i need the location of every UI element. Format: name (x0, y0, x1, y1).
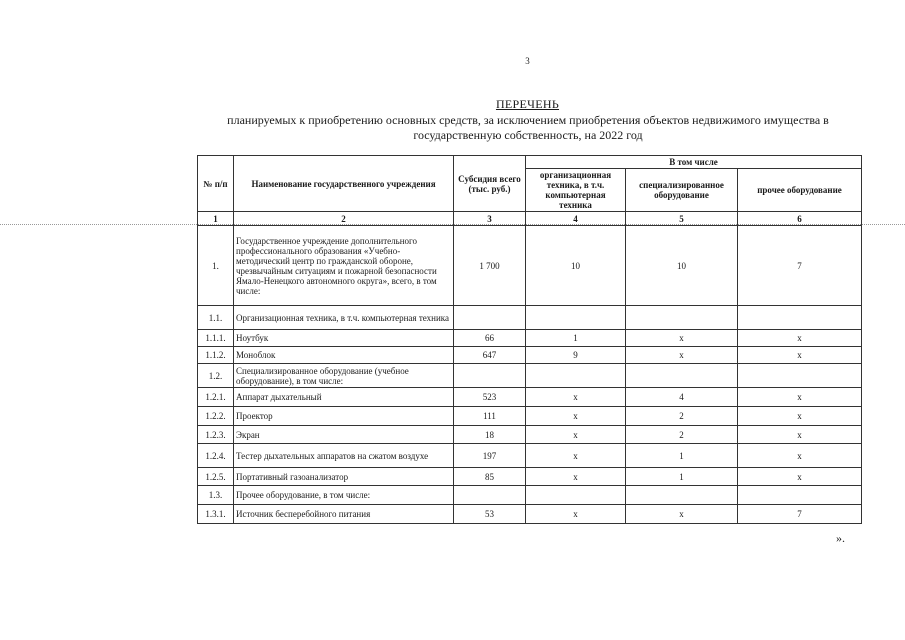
row-name: Экран (234, 426, 454, 444)
row-subsidy (454, 486, 526, 505)
row-special: х (626, 347, 738, 364)
row-name: Тестер дыхательных аппаратов на сжатом воздухе (234, 444, 454, 468)
row-special: 4 (626, 388, 738, 407)
row-org-tech: х (526, 426, 626, 444)
row-name: Специализированное оборудование (учебное оборудование), в том числе: (234, 364, 454, 388)
row-num: 1.2.2. (198, 407, 234, 426)
document-subtitle: планируемых к приобретению основных средств, за исключением приобретения объектов недвижимого имущества в государственную собственность, на 2022 год (227, 113, 829, 142)
row-subsidy (454, 306, 526, 330)
index-cell: 1 (198, 212, 234, 226)
row-other: х (738, 330, 862, 347)
index-cell: 4 (526, 212, 626, 226)
page-number: 3 (525, 56, 530, 66)
table-row (198, 347, 862, 364)
row-num: 1.1.2. (198, 347, 234, 364)
row-num: 1.2.3. (198, 426, 234, 444)
table-row (198, 364, 862, 388)
row-subsidy: 111 (454, 407, 526, 426)
row-special: 2 (626, 426, 738, 444)
row-special: х (626, 505, 738, 524)
row-name: Источник бесперебойного питания (234, 505, 454, 524)
row-org-tech: х (526, 468, 626, 486)
row-name: Прочее оборудование, в том числе: (234, 486, 454, 505)
row-org-tech: х (526, 444, 626, 468)
index-row (198, 212, 862, 226)
table-row (198, 444, 862, 468)
row-name: Аппарат дыхательный (234, 388, 454, 407)
row-name: Ноутбук (234, 330, 454, 347)
row-subsidy: 18 (454, 426, 526, 444)
row-org-tech (526, 486, 626, 505)
table-row (198, 388, 862, 407)
row-name: Портативный газоанализатор (234, 468, 454, 486)
row-special (626, 364, 738, 388)
index-cell: 6 (738, 212, 862, 226)
row-subsidy: 1 700 (454, 226, 526, 306)
row-org-tech: 10 (526, 226, 626, 306)
row-name: Проектор (234, 407, 454, 426)
row-org-tech: х (526, 388, 626, 407)
row-subsidy: 523 (454, 388, 526, 407)
table-row (198, 426, 862, 444)
row-num: 1.2.5. (198, 468, 234, 486)
header-row-1 (198, 156, 862, 169)
row-special (626, 306, 738, 330)
row-other (738, 306, 862, 330)
header-org-tech: организационная техника, в т.ч. компьютерная техника (526, 169, 626, 212)
row-subsidy (454, 364, 526, 388)
row-other: х (738, 444, 862, 468)
row-org-tech (526, 306, 626, 330)
header-num: № п/п (198, 156, 234, 212)
index-cell: 2 (234, 212, 454, 226)
row-org-tech (526, 364, 626, 388)
equipment-table (197, 155, 862, 524)
index-cell: 5 (626, 212, 738, 226)
row-subsidy: 66 (454, 330, 526, 347)
header-other: прочее оборудование (738, 169, 862, 212)
row-subsidy: 647 (454, 347, 526, 364)
header-name: Наименование государственного учреждения (234, 156, 454, 212)
row-special: 1 (626, 468, 738, 486)
table-row (198, 226, 862, 306)
row-other (738, 364, 862, 388)
row-subsidy: 85 (454, 468, 526, 486)
row-num: 1.1. (198, 306, 234, 330)
table-row (198, 306, 862, 330)
header-including: В том числе (526, 156, 862, 169)
closing-quote-mark: ». (836, 531, 845, 545)
row-other: х (738, 407, 862, 426)
row-other: 7 (738, 505, 862, 524)
row-org-tech: х (526, 505, 626, 524)
row-num: 1. (198, 226, 234, 306)
row-special: 1 (626, 444, 738, 468)
row-other: х (738, 468, 862, 486)
header-subsidy: Субсидия всего (тыс. руб.) (454, 156, 526, 212)
table-row (198, 505, 862, 524)
row-other (738, 486, 862, 505)
row-num: 1.2.1. (198, 388, 234, 407)
row-num: 1.1.1. (198, 330, 234, 347)
row-org-tech: 1 (526, 330, 626, 347)
row-org-tech: х (526, 407, 626, 426)
row-special: 2 (626, 407, 738, 426)
row-other: 7 (738, 226, 862, 306)
row-subsidy: 197 (454, 444, 526, 468)
row-name: Моноблок (234, 347, 454, 364)
row-other: х (738, 347, 862, 364)
index-cell: 3 (454, 212, 526, 226)
table-row (198, 330, 862, 347)
document-title: ПЕРЕЧЕНЬ (495, 97, 560, 111)
header-special: специализированное оборудование (626, 169, 738, 212)
row-other: х (738, 388, 862, 407)
row-special: х (626, 330, 738, 347)
row-subsidy: 53 (454, 505, 526, 524)
row-num: 1.3. (198, 486, 234, 505)
row-num: 1.2.4. (198, 444, 234, 468)
row-name: Организационная техника, в т.ч. компьютерная техника (234, 306, 454, 330)
row-special (626, 486, 738, 505)
row-num: 1.3.1. (198, 505, 234, 524)
row-num: 1.2. (198, 364, 234, 388)
table-row (198, 486, 862, 505)
row-special: 10 (626, 226, 738, 306)
row-name: Государственное учреждение дополнительного профессионального образования «Учебно-методический центр по гражданской обороне, чрезвычайным ситуациям и пожарной безопасности Ямало-Ненецкого автономного округа», всего, в том числе: (234, 226, 454, 306)
row-other: х (738, 426, 862, 444)
row-org-tech: 9 (526, 347, 626, 364)
table-row (198, 407, 862, 426)
table-row (198, 468, 862, 486)
